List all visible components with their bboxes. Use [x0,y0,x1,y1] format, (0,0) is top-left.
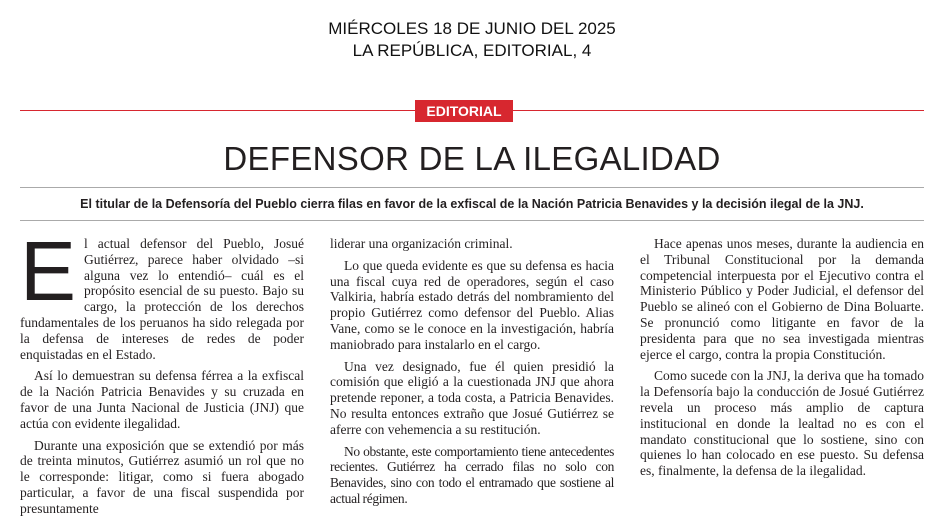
paragraph: Lo que queda evidente es que su defensa es hacia una fiscal cuya red de operadores, según el caso Valkiria, habría estado detrás del nombramiento del propio Gutiérrez como defensor del Pueblo. Alias Vane, como se le conoce en la investigación, habría maniobrado para instalarlo en el cargo. [330,257,614,352]
paragraph: Una vez designado, fue él quien presidió la comisión que eligió a la cuestionada JNJ que ahora pretende reponer, a toda costa, a Patricia Benavides. No resulta entonces extraño que Josué Gutiérrez se aferre con vehemencia a su restitución. [330,358,614,437]
publication-header [0,18,944,62]
paragraph: Durante una exposición que se extendió por más de treinta minutos, Gutiérrez asumió un rol que no le corresponde: litigar, como si fuera abogado particular, a favor de una fiscal suspendida por presuntamente [20,437,304,516]
article-column-3 [640,236,924,485]
section-tag: EDITORIAL [415,100,513,122]
date-line: MIÉRCOLES 18 DE JUNIO DEL 2025 [328,19,616,38]
paragraph: liderar una organización criminal. [330,236,513,251]
source-line: LA REPÚBLICA, EDITORIAL, 4 [352,41,592,60]
paragraph: Así lo demuestran su defensa férrea a la exfiscal de la Nación Patricia Benavides y su cruzada en favor de una Junta Nacional de Justicia (JNJ) que actúa con evidente ilegalidad. [20,368,304,431]
deck-top-divider [20,187,924,188]
paragraph: El actual defensor del Pueblo, Josué Gutiérrez, parece haber olvidado –si alguna vez lo entendió– cuál es el propósito esencial de su puesto. Bajo su cargo, la protección de los derechos fundamentales de los peruanos ha sido relegada por la defensa de intereses de redes de poder enquistadas en el Estado. [20,224,304,362]
article-title: DEFENSOR DE LA ILEGALIDAD [223,140,721,177]
article-deck: El titular de la Defensoría del Pueblo cierra filas en favor de la exfiscal de la Nación Patricia Benavides y la decisión ilegal de la JNJ. [80,197,864,211]
section-rule-right [513,110,924,111]
paragraph: Hace apenas unos meses, durante la audiencia en el Tribunal Constitucional por la demanda competencial interpuesta por el Ejecutivo contra el Ministerio Público y Poder Judicial, el defensor del Pueblo se alineó con el Gobierno de Dina Boluarte. Se pronunció como litigante en favor de la presidenta para que no sea investigada mientras ejerce el cargo, contra la propia Constitución. [640,236,924,362]
deck-bottom-divider [20,220,924,221]
section-rule-left [20,110,415,111]
drop-cap: E [20,224,77,318]
article-column-1 [20,224,304,523]
paragraph: Como sucede con la JNJ, la deriva que ha tomado la Defensoría bajo la conducción de Josué Gutiérrez revela un proceso más amplio de captura institucional en donde la lealtad no es con el mandato constitucional que lo sostiene, sino con quienes lo han colocado en ese puesto. Su defensa es, finalmente, la defensa de la ilegalidad. [640,368,924,479]
paragraph: No obstante, este comportamiento tiene antecedentes recientes. Gutiérrez ha cerrado filas no solo con Benavides, sino con todo el entramado que sostiene al actual régimen. [330,443,614,506]
article-column-2 [330,236,614,513]
